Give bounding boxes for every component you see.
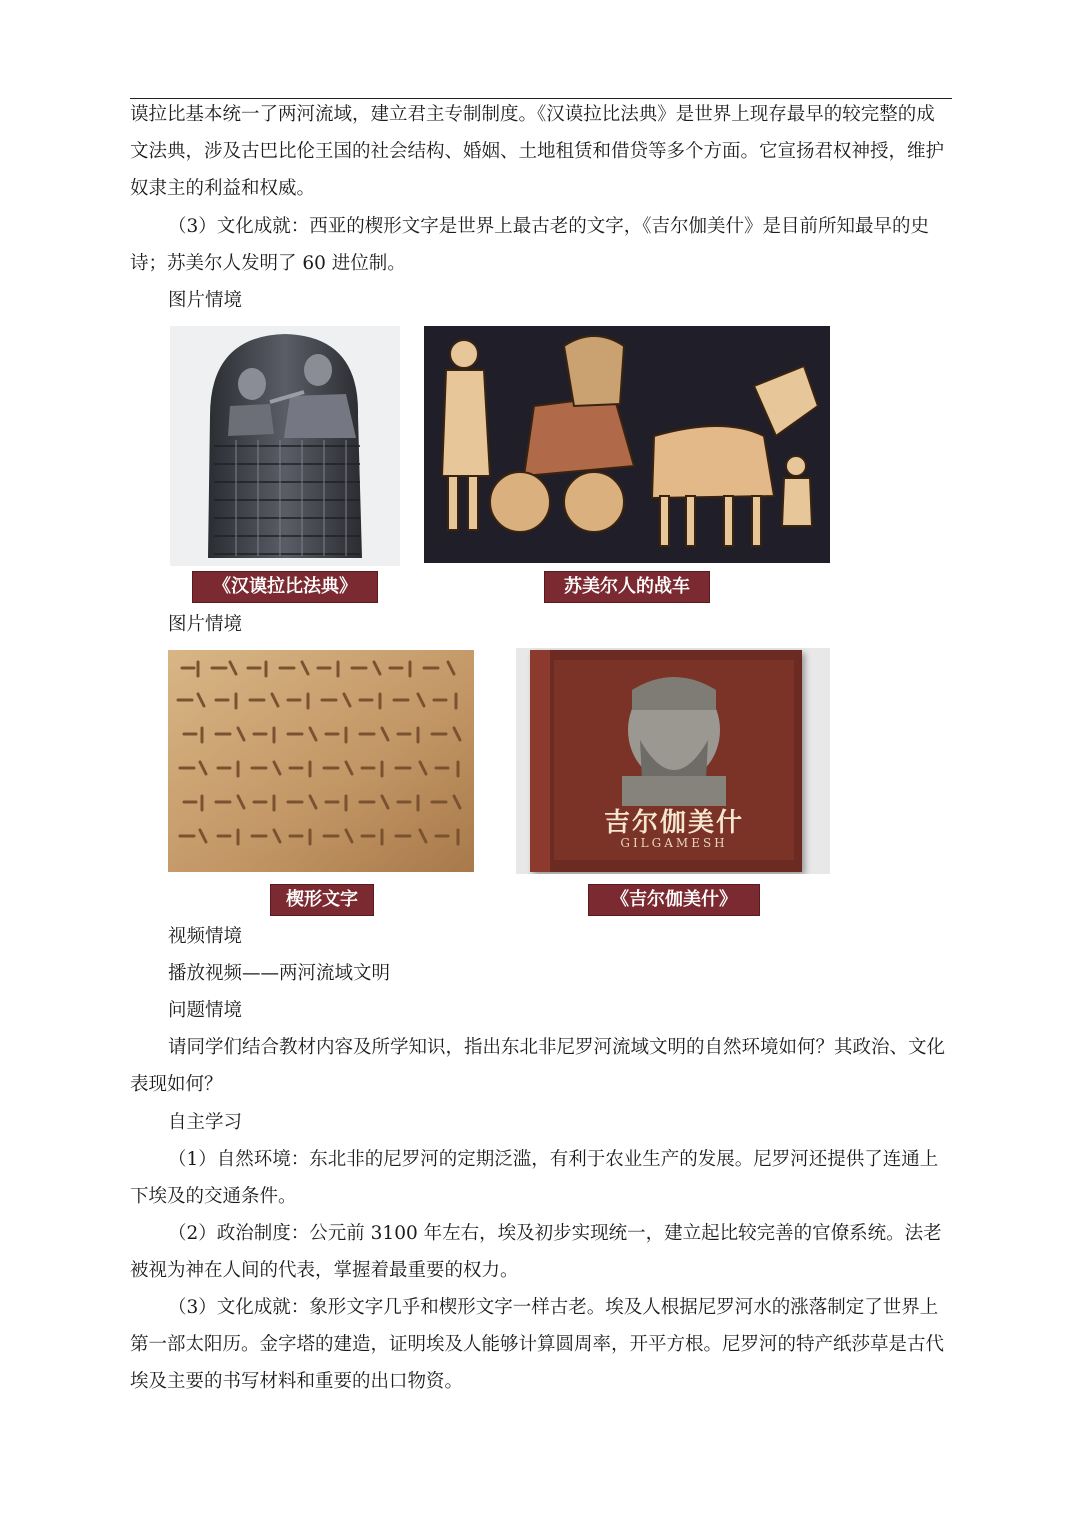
question-paragraph: 请同学们结合教材内容及所学知识，指出东北非尼罗河流域文明的自然环境如何？其政治、文化表现如何？ [130, 1037, 946, 1095]
gilgamesh-caption: 《吉尔伽美什》 [588, 884, 760, 916]
egypt-nature-paragraph: （1）自然环境：东北非的尼罗河的定期泛滥，有利于农业生产的发展。尼罗河还提供了连通上下埃及的交通条件。 [130, 1149, 939, 1207]
egypt-culture-paragraph: （3）文化成就：象形文字几乎和楔形文字一样古老。埃及人根据尼罗河水的涨落制定了世界上第一部太阳历。金字塔的建造，证明埃及人能够计算圆周率，开平方根。尼罗河的特产纸莎草是古代埃及主要的书写材料和重要的出口物资。 [130, 1297, 945, 1392]
paragraph-west-asia-culture: （3）文化成就：西亚的楔形文字是世界上最古老的文字，《吉尔伽美什》是目前所知最早的史诗；苏美尔人发明了 60 进位制。 [130, 216, 930, 274]
book-cover-title: 吉尔伽美什 [603, 808, 744, 838]
video-context-heading: 视频情境 [168, 926, 243, 947]
sumerian-chariot-image [424, 326, 830, 563]
paragraph-hammurabi: 谟拉比基本统一了两河流域，建立君主专制制度。《汉谟拉比法典》是世界上现存最早的较完整的成文法典，涉及古巴比伦王国的社会结构、婚姻、土地租赁和借贷等多个方面。它宣扬君权神授，维护奴隶主的利益和权威。 [130, 104, 945, 199]
question-context-heading: 问题情境 [168, 1000, 243, 1021]
self-study-heading: 自主学习 [168, 1112, 243, 1133]
picture-context-heading-1: 图片情境 [168, 290, 243, 311]
chariot-caption: 苏美尔人的战车 [544, 571, 710, 603]
video-text: 播放视频——两河流域文明 [168, 963, 391, 984]
gilgamesh-book-image [516, 648, 830, 874]
hammurabi-stele-image [170, 326, 400, 566]
hammurabi-caption: 《汉谟拉比法典》 [192, 571, 378, 603]
cuneiform-caption: 楔形文字 [270, 884, 374, 916]
book-cover [530, 650, 802, 872]
cuneiform-image [168, 650, 474, 872]
book-cover-subtitle: GILGAMESH [620, 836, 728, 850]
egypt-politics-paragraph: （2）政治制度：公元前 3100 年左右，埃及初步实现统一，建立起比较完善的官僚系统。法老被视为神在人间的代表，掌握着最重要的权力。 [130, 1223, 942, 1281]
picture-context-heading-2: 图片情境 [168, 614, 243, 635]
